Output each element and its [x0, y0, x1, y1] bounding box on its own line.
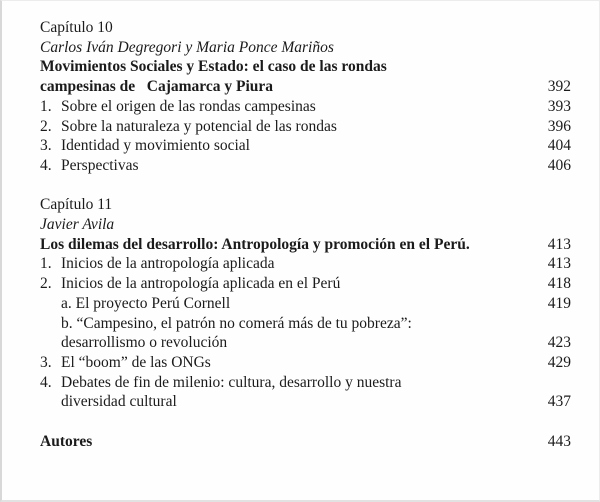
toc-row: [40, 373, 571, 393]
toc-row: [40, 254, 571, 274]
toc-row: [40, 294, 571, 314]
toc-row: [40, 38, 571, 58]
toc-item-text: El “boom” de las ONGs: [61, 353, 211, 371]
toc-row: [40, 57, 571, 77]
toc-item-text: diversidad cultural: [61, 393, 177, 411]
toc-item-text: Los dilemas del desarrollo: Antropología y promoción en el Perú.: [40, 235, 470, 253]
toc-page-number: 413: [547, 235, 571, 253]
toc-item-text: Sobre el origen de las rondas campesinas: [61, 97, 316, 115]
toc-item-text: Inicios de la antropología aplicada en el Perú: [61, 275, 341, 293]
toc-row: [40, 412, 571, 432]
toc-item-text: b. “Campesino, el patrón no comerá más de tu pobreza”:: [61, 314, 412, 332]
toc-item-number: 2.: [40, 117, 52, 135]
toc-item-text: Carlos Iván Degregori y Maria Ponce Mariños: [40, 38, 334, 56]
toc-item-text: Sobre la naturaleza y potencial de las rondas: [61, 117, 337, 135]
toc-page-number: 418: [547, 275, 571, 293]
toc-page-number: 423: [547, 334, 571, 352]
toc-row: [40, 215, 571, 235]
toc-page-number: 406: [547, 156, 571, 174]
toc-row: [40, 274, 571, 294]
toc-item-text: Capítulo 11: [40, 196, 113, 214]
toc-row: [40, 117, 571, 137]
toc-content: [40, 18, 571, 451]
toc-row: [40, 136, 571, 156]
toc-item-text: Inicios de la antropología aplicada: [61, 255, 275, 273]
toc-page-number: 437: [547, 393, 571, 411]
toc-row: [40, 432, 571, 452]
toc-row: [40, 392, 571, 412]
toc-item-text: Capítulo 10: [40, 19, 113, 36]
toc-item-number: 2.: [40, 275, 52, 293]
toc-item-text: campesinas de Cajamarca y Piura: [40, 78, 274, 96]
toc-row: [40, 156, 571, 176]
toc-item-text: Debates de fin de milenio: cultura, desarrollo y nuestra: [61, 373, 402, 391]
toc-page-number: 393: [547, 97, 571, 115]
toc-row: [40, 333, 571, 353]
toc-row: [40, 353, 571, 373]
toc-page-number: 419: [547, 294, 571, 312]
toc-item-number: 3.: [40, 353, 52, 371]
toc-item-text: Autores: [40, 432, 93, 450]
toc-row: [40, 18, 571, 38]
toc-item-number: 4.: [40, 156, 52, 174]
toc-item-number: 1.: [40, 97, 52, 115]
toc-item-text: Movimientos Sociales y Estado: el caso de las rondas: [40, 58, 387, 76]
toc-item-text: Perspectivas: [61, 156, 139, 174]
toc-row: [40, 195, 571, 215]
toc-page-number: 429: [547, 353, 571, 371]
toc-item-number: 1.: [40, 255, 52, 273]
toc-row: [40, 77, 571, 97]
toc-row: [40, 235, 571, 255]
toc-row: [40, 176, 571, 196]
toc-item-text: Identidad y movimiento social: [61, 137, 250, 155]
toc-row: [40, 97, 571, 117]
toc-item-number: 4.: [40, 373, 52, 391]
toc-page-number: 404: [547, 137, 571, 155]
toc-item-text: a. El proyecto Perú Cornell: [61, 294, 231, 312]
toc-page-number: 413: [547, 255, 571, 273]
toc-page-number: 443: [547, 432, 571, 450]
toc-page-number: 396: [547, 117, 571, 135]
toc-page-number: 392: [547, 78, 571, 96]
toc-row: [40, 314, 571, 334]
toc-item-text: Javier Avila: [40, 216, 115, 234]
toc-item-number: 3.: [40, 137, 52, 155]
toc-item-text: desarrollismo o revolución: [61, 334, 228, 352]
